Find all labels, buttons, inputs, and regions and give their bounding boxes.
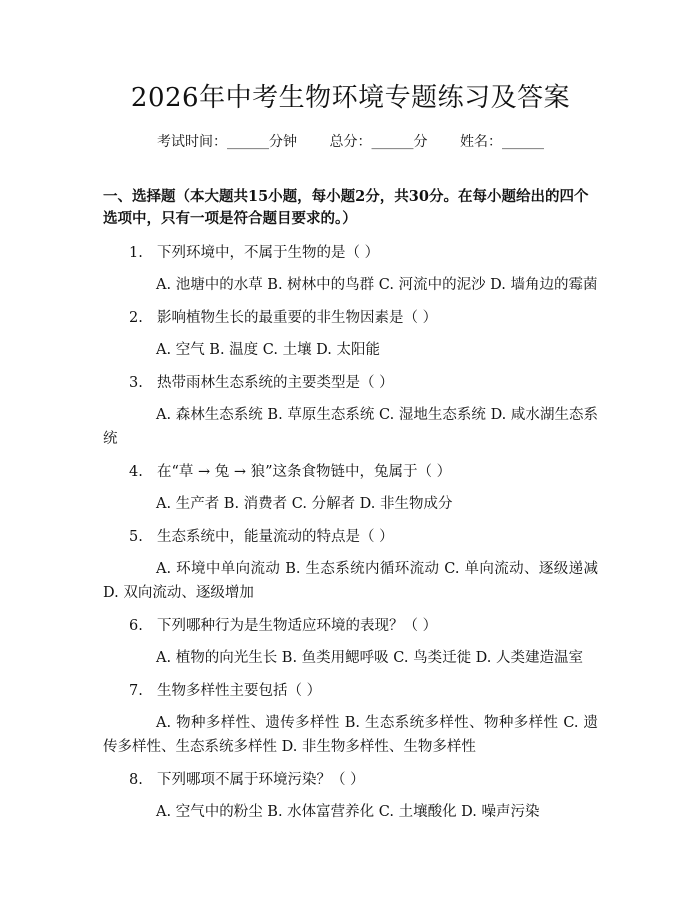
question-item [103, 372, 598, 451]
total-score [330, 134, 428, 150]
question-number: 5. [129, 529, 143, 545]
question-stem [103, 769, 598, 791]
time-label: 考试时间： [157, 134, 228, 150]
question-options: A. 物种多样性、遗传多样性 B. 生态系统多样性、物种多样性 C. 遗传多样性、生态系统多样性 D. 非生物多样性、生物多样性 [103, 715, 598, 755]
name-blank: ______ [501, 134, 544, 150]
student-name [460, 134, 544, 150]
question-options: A. 池塘中的水草 B. 树林中的鸟群 C. 河流中的泥沙 D. 墙角边的霉菌 [156, 277, 598, 293]
page-title: 2026年中考生物环境专题练习及答案 [130, 83, 571, 113]
question-number: 2. [129, 310, 143, 326]
question-options: A. 生产者 B. 消费者 C. 分解者 D. 非生物成分 [156, 496, 453, 512]
question-options: A. 空气中的粉尘 B. 水体富营养化 C. 土壤酸化 D. 噪声污染 [156, 804, 540, 820]
question-list [103, 242, 598, 824]
question-stem [103, 526, 598, 548]
score-blank: ______ [371, 134, 414, 150]
question-text: 下列环境中，不属于生物的是（ ） [157, 245, 380, 261]
question-stem [103, 372, 598, 394]
question-number: 3. [129, 375, 143, 391]
question-number: 4. [129, 464, 143, 480]
question-item [103, 769, 598, 824]
question-text: 下列哪种行为是生物适应环境的表现？（ ） [157, 618, 438, 634]
question-text: 影响植物生长的最重要的非生物因素是（ ） [157, 310, 438, 326]
score-unit: 分 [413, 134, 428, 150]
question-text: 热带雨林生态系统的主要类型是（ ） [157, 375, 394, 391]
time-blank: ______ [227, 134, 270, 150]
question-options: A. 环境中单向流动 B. 生态系统内循环流动 C. 单向流动、逐级递减 D. 双向流动、逐级增加 [103, 561, 598, 601]
question-item [103, 615, 598, 670]
question-text: 下列哪项不属于环境污染？（ ） [157, 772, 365, 788]
question-stem [103, 680, 598, 702]
question-number: 8. [129, 772, 143, 788]
question-options: A. 植物的向光生长 B. 鱼类用鳃呼吸 C. 鸟类迁徙 D. 人类建造温室 [156, 650, 584, 666]
question-item [103, 461, 598, 516]
question-stem [103, 307, 598, 329]
question-text: 生态系统中，能量流动的特点是（ ） [157, 529, 394, 545]
question-options: A. 空气 B. 温度 C. 土壤 D. 太阳能 [156, 342, 381, 358]
question-number: 6. [129, 618, 143, 634]
question-item [103, 680, 598, 759]
exam-meta [103, 131, 598, 153]
question-options: A. 森林生态系统 B. 草原生态系统 C. 湿地生态系统 D. 咸水湖生态系统 [103, 407, 598, 447]
question-number: 7. [129, 683, 143, 699]
question-stem [103, 242, 598, 264]
question-stem [103, 461, 598, 483]
time-unit: 分钟 [269, 134, 298, 150]
question-text: 生物多样性主要包括（ ） [157, 683, 322, 699]
question-item [103, 307, 598, 362]
question-number: 1. [129, 245, 143, 261]
name-label: 姓名： [459, 134, 502, 150]
question-text: 在“草 → 兔 → 狼”这条食物链中，兔属于（ ） [157, 464, 452, 480]
score-label: 总分： [329, 134, 372, 150]
question-stem [103, 615, 598, 637]
section-heading: 一、选择题（本大题共15小题，每小题2分，共30分。在每小题给出的四个选项中，只有一项是符合题目要求的。） [103, 188, 589, 227]
question-item [103, 242, 598, 297]
exam-time [157, 134, 297, 150]
question-item [103, 526, 598, 605]
